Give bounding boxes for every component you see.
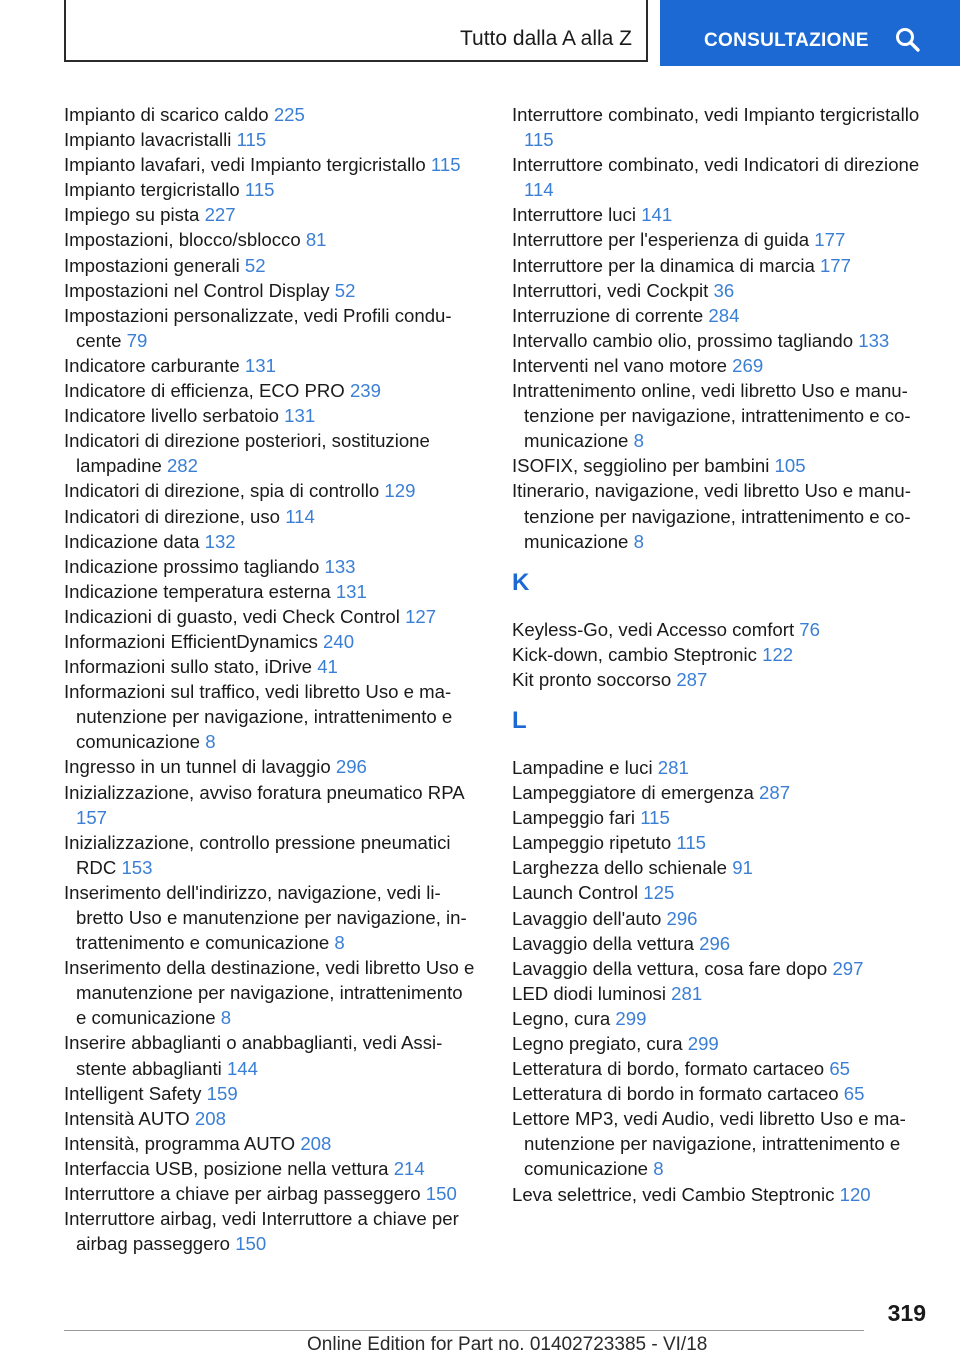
entry-text: Kick-down, cambio Steptronic: [512, 643, 757, 665]
page-reference-link[interactable]: 177: [819, 254, 851, 276]
page-reference-link[interactable]: 239: [349, 380, 381, 402]
entry-text: Launch Control: [512, 882, 639, 904]
page-reference-link[interactable]: 65: [843, 1083, 865, 1105]
index-entry: [512, 278, 924, 303]
entry-text: Inserire abbaglianti o anabbaglianti, vedi Assistente abbaglianti: [64, 1032, 443, 1079]
page-reference-link[interactable]: 296: [335, 756, 367, 778]
entry-text: Impiego su pista: [64, 204, 200, 226]
index-entry: [64, 102, 476, 127]
page-reference-link[interactable]: 79: [126, 329, 148, 351]
page-reference-link[interactable]: 129: [384, 480, 416, 502]
entry-text: Impostazioni, blocco/sblocco: [64, 229, 301, 251]
index-entry: [512, 956, 924, 981]
index-entry: [64, 1156, 476, 1181]
entry-text: Interruttore a chiave per airbag passeggero: [64, 1183, 421, 1205]
page-reference-link[interactable]: 115: [430, 154, 461, 176]
entry-text: Indicazioni di guasto, vedi Check Control: [64, 605, 400, 627]
index-entry: [512, 102, 924, 152]
entry-text: Interventi nel vano motore: [512, 354, 727, 376]
entry-text: Impostazioni nel Control Display: [64, 279, 330, 301]
index-entry: [64, 177, 476, 202]
entry-text: Inserimento dell'indirizzo, navigazione, vedi libretto Uso e manutenzione per navigazione, intrattenimento e comunicazione: [64, 881, 467, 954]
section-header-box: [64, 0, 648, 62]
entry-text: Indicatore di efficienza, ECO PRO: [64, 380, 345, 402]
index-entry: [512, 855, 924, 880]
index-entry: [512, 328, 924, 353]
entry-text: Impostazioni generali: [64, 254, 240, 276]
index-entry: [512, 667, 924, 692]
page-reference-link[interactable]: 141: [641, 204, 673, 226]
index-entry: [512, 780, 924, 805]
entry-text: Interruttore combinato, vedi Impianto tergicristallo: [512, 104, 920, 125]
entry-text: Impianto di scarico caldo: [64, 104, 269, 125]
index-entry: [512, 880, 924, 905]
index-column-left: [64, 102, 476, 1256]
entry-text: Inizializzazione, controllo pressione pneumatici RDC: [64, 831, 451, 878]
entry-text: Informazioni sul traffico, vedi libretto Uso e manutenzione per navigazione, intrattenimento e comunicazione: [64, 681, 453, 753]
page-reference-link[interactable]: 227: [204, 204, 236, 226]
entry-text: Kit pronto soccorso: [512, 668, 672, 690]
edition-footer: Online Edition for Part no. 01402723385 - VI/18: [307, 1334, 708, 1355]
index-entry: [64, 227, 476, 252]
letter-heading-l: L: [512, 706, 527, 734]
index-entry: [512, 906, 924, 931]
entry-text: Lavaggio della vettura, cosa fare dopo: [512, 957, 828, 979]
entry-text: Intensità AUTO: [64, 1107, 190, 1129]
page-reference-link[interactable]: 240: [323, 630, 355, 652]
index-entry: [512, 227, 924, 252]
index-entry: [64, 378, 476, 403]
page-reference-link[interactable]: 65: [829, 1058, 850, 1080]
page-reference-link[interactable]: 8: [633, 530, 644, 552]
page-reference-link[interactable]: 296: [666, 907, 698, 929]
entry-text: Indicatori di direzione, uso: [64, 505, 281, 527]
entry-text: Intervallo cambio olio, prossimo tagliando: [512, 329, 854, 351]
index-entry: [64, 604, 476, 629]
index-entry: [64, 629, 476, 654]
page-reference-link[interactable]: 282: [166, 455, 198, 477]
page-reference-link[interactable]: 52: [244, 254, 266, 276]
index-entry: [512, 353, 924, 378]
page-number: 319: [887, 1300, 926, 1326]
page-reference-link[interactable]: 115: [676, 832, 707, 854]
index-entry: [64, 955, 476, 1030]
entry-text: LED diodi luminosi: [512, 982, 666, 1004]
index-entry: [64, 1131, 476, 1156]
index-entry: [512, 830, 924, 855]
index-entry: [64, 127, 476, 152]
index-entry: [64, 403, 476, 428]
entry-text: Indicazione data: [64, 530, 200, 552]
page-reference-link[interactable]: 115: [524, 129, 554, 151]
entry-text: Indicazione prossimo tagliando: [64, 555, 320, 577]
section-title: Tutto dalla A alla Z: [460, 27, 632, 50]
entry-text: Informazioni EfficientDynamics: [64, 630, 318, 652]
index-entry: [64, 554, 476, 579]
page-reference-link[interactable]: 296: [699, 932, 731, 954]
entry-text: Ingresso in un tunnel di lavaggio: [64, 756, 331, 778]
entry-text: Legno pregiato, cura: [512, 1033, 683, 1054]
index-entry: [64, 754, 476, 779]
entry-text: Leva selettrice, vedi Cambio Steptronic: [512, 1183, 835, 1205]
search-icon: [894, 26, 922, 54]
page-reference-link[interactable]: 208: [194, 1107, 226, 1129]
index-entry: [64, 428, 476, 478]
page-reference-link[interactable]: 8: [653, 1158, 664, 1180]
index-entry: [64, 353, 476, 378]
index-entry: [64, 1106, 476, 1131]
page-header: [0, 0, 960, 66]
page-reference-link[interactable]: 133: [858, 329, 890, 351]
page-reference-link[interactable]: 150: [425, 1183, 457, 1205]
index-entry: [512, 1081, 924, 1106]
index-entry: [64, 529, 476, 554]
index-entry: [512, 1106, 924, 1181]
page-reference-link[interactable]: 114: [285, 505, 315, 527]
entry-text: Letteratura di bordo in formato cartaceo: [512, 1083, 839, 1105]
page-reference-link[interactable]: 157: [76, 806, 108, 828]
index-entry: [512, 1031, 924, 1056]
page-reference-link[interactable]: 133: [324, 555, 356, 577]
letter-heading-k: K: [512, 568, 530, 596]
entry-text: Lampeggio fari: [512, 807, 636, 829]
entry-text: Lampeggiatore di emergenza: [512, 782, 754, 804]
footer-divider: [64, 1330, 864, 1331]
index-group-l: [512, 755, 924, 1207]
entry-text: Intelligent Safety: [64, 1082, 202, 1104]
entry-text: Letteratura di bordo, formato cartaceo: [512, 1058, 825, 1080]
page-reference-link[interactable]: 177: [814, 229, 846, 251]
index-entry: [64, 654, 476, 679]
consultazione-tab-label: CONSULTAZIONE: [704, 30, 869, 51]
entry-text: Indicatori di direzione, spia di controllo: [64, 480, 380, 502]
index-entry: [64, 202, 476, 227]
index-entry: [512, 1056, 924, 1081]
entry-text: Indicatore carburante: [64, 354, 240, 376]
index-entry: [512, 1006, 924, 1031]
index-entry: [512, 617, 924, 642]
page-reference-link[interactable]: 91: [732, 857, 753, 879]
page-reference-link[interactable]: 132: [204, 530, 236, 552]
page-reference-link[interactable]: 299: [687, 1033, 719, 1054]
page-reference-link[interactable]: 281: [657, 756, 689, 778]
entry-text: Lettore MP3, vedi Audio, vedi libretto Uso e manutenzione per navigazione, intrattenimento e comunicazione: [512, 1108, 906, 1180]
entry-text: Indicazione temperatura esterna: [64, 580, 331, 602]
index-entry: [64, 830, 476, 880]
index-entry: [512, 981, 924, 1006]
page-reference-link[interactable]: 125: [643, 882, 675, 904]
entry-text: Legno, cura: [512, 1007, 611, 1029]
entry-text: Itinerario, navigazione, vedi libretto Uso e manutenzione per navigazione, intrattenimento e comunicazione: [512, 480, 911, 552]
index-entry: [64, 1206, 476, 1256]
page-reference-link[interactable]: 105: [774, 455, 806, 477]
index-entry: [512, 478, 924, 553]
index-group-k: [512, 617, 924, 692]
page-reference-link[interactable]: 127: [405, 605, 437, 627]
index-entry: [64, 1030, 476, 1080]
entry-text: Informazioni sullo stato, iDrive: [64, 656, 313, 678]
index-entry: [512, 303, 924, 328]
index-entry: [512, 253, 924, 278]
entry-text: Inizializzazione, avviso foratura pneumatico RPA: [64, 781, 464, 803]
page-reference-link[interactable]: 297: [832, 957, 864, 979]
page-reference-link[interactable]: 287: [676, 668, 708, 690]
index-entry: [64, 679, 476, 754]
index-entry: [64, 278, 476, 303]
index-entry: [64, 478, 476, 503]
index-entry: [64, 1181, 476, 1206]
page-reference-link[interactable]: 131: [244, 354, 276, 376]
entry-text: Interruzione di corrente: [512, 304, 704, 326]
page-reference-link[interactable]: 159: [206, 1082, 238, 1104]
page-reference-link[interactable]: 81: [305, 229, 327, 251]
index-entry: [512, 202, 924, 227]
entry-text: Interruttori, vedi Cockpit: [512, 279, 709, 301]
index-entry: [64, 504, 476, 529]
page-reference-link[interactable]: 208: [300, 1132, 332, 1154]
entry-text: Lavaggio della vettura: [512, 932, 694, 954]
index-entry: [512, 152, 924, 202]
page-reference-link[interactable]: 153: [121, 856, 153, 878]
entry-text: Lavaggio dell'auto: [512, 907, 662, 929]
entry-text: Interruttore combinato, vedi Indicatori di direzione: [512, 154, 920, 176]
page-reference-link[interactable]: 131: [335, 580, 367, 602]
page-reference-link[interactable]: 284: [708, 304, 740, 326]
entry-text: Indicatori di direzione posteriori, sostituzione lampadine: [64, 430, 430, 477]
entry-text: Intrattenimento online, vedi libretto Uso e manutenzione per navigazione, intrattenimento e comunicazione: [512, 380, 911, 452]
page-reference-link[interactable]: 214: [393, 1157, 425, 1179]
page-reference-link[interactable]: 114: [524, 179, 554, 201]
index-entry: [512, 642, 924, 667]
index-group-i: [512, 102, 924, 554]
entry-text: Interruttore luci: [512, 204, 637, 226]
entry-text: Impianto tergicristallo: [64, 179, 240, 201]
index-entry: [512, 805, 924, 830]
index-entry: [512, 453, 924, 478]
page-reference-link[interactable]: 8: [205, 731, 216, 753]
entry-text: Inserimento della destinazione, vedi libretto Uso e manutenzione per navigazione, intrattenimento e comunicazione: [64, 957, 475, 1029]
page-reference-link[interactable]: 115: [236, 129, 267, 151]
entry-text: Impianto lavacristalli: [64, 129, 232, 151]
entry-text: Interruttore airbag, vedi Interruttore a chiave per airbag passeggero: [64, 1208, 459, 1255]
index-entry: [64, 1081, 476, 1106]
index-entry: [512, 378, 924, 453]
consultazione-tab[interactable]: [660, 0, 960, 66]
page-reference-link[interactable]: 122: [762, 643, 794, 665]
entry-text: Interruttore per l'esperienza di guida: [512, 229, 810, 251]
page-reference-link[interactable]: 299: [615, 1007, 647, 1029]
page-reference-link[interactable]: 52: [334, 279, 356, 301]
page-reference-link[interactable]: 150: [235, 1233, 267, 1255]
page-reference-link[interactable]: 120: [839, 1183, 871, 1205]
entry-text: Intensità, programma AUTO: [64, 1132, 296, 1154]
index-entry: [512, 1182, 924, 1207]
page-reference-link[interactable]: 36: [713, 279, 735, 301]
page-reference-link[interactable]: 287: [759, 782, 791, 804]
index-entry: [64, 303, 476, 353]
page-reference-link[interactable]: 41: [317, 656, 338, 678]
index-entry: [512, 755, 924, 780]
page-reference-link[interactable]: 115: [640, 807, 670, 829]
index-entry: [64, 253, 476, 278]
index-entry: [64, 780, 476, 830]
entry-text: Impianto lavafari, vedi Impianto tergicristallo: [64, 154, 426, 176]
page-reference-link[interactable]: 281: [671, 982, 703, 1004]
index-entry: [64, 579, 476, 604]
page-reference-link[interactable]: 144: [226, 1057, 258, 1079]
entry-text: Larghezza dello schienale: [512, 857, 728, 879]
entry-text: Keyless-Go, vedi Accesso comfort: [512, 618, 795, 640]
page-reference-link[interactable]: 115: [244, 179, 275, 201]
index-entry: [64, 152, 476, 177]
entry-text: ISOFIX, seggiolino per bambini: [512, 455, 770, 477]
page-reference-link[interactable]: 131: [284, 405, 316, 427]
index-entry: [512, 931, 924, 956]
entry-text: Impostazioni personalizzate, vedi Profili conducente: [64, 304, 452, 351]
index-entry: [64, 880, 476, 955]
index-column-right: [512, 102, 924, 1207]
page-reference-link[interactable]: 8: [220, 1007, 232, 1029]
page-reference-link[interactable]: 8: [633, 430, 644, 452]
entry-text: Lampadine e luci: [512, 756, 653, 778]
page-reference-link[interactable]: 269: [732, 354, 764, 376]
entry-text: Lampeggio ripetuto: [512, 832, 672, 854]
page-reference-link[interactable]: 76: [799, 618, 820, 640]
entry-text: Interfaccia USB, posizione nella vettura: [64, 1157, 389, 1179]
entry-text: Indicatore livello serbatoio: [64, 405, 279, 427]
page-reference-link[interactable]: 225: [273, 104, 305, 125]
page-reference-link[interactable]: 8: [334, 932, 345, 954]
entry-text: Interruttore per la dinamica di marcia: [512, 254, 815, 276]
